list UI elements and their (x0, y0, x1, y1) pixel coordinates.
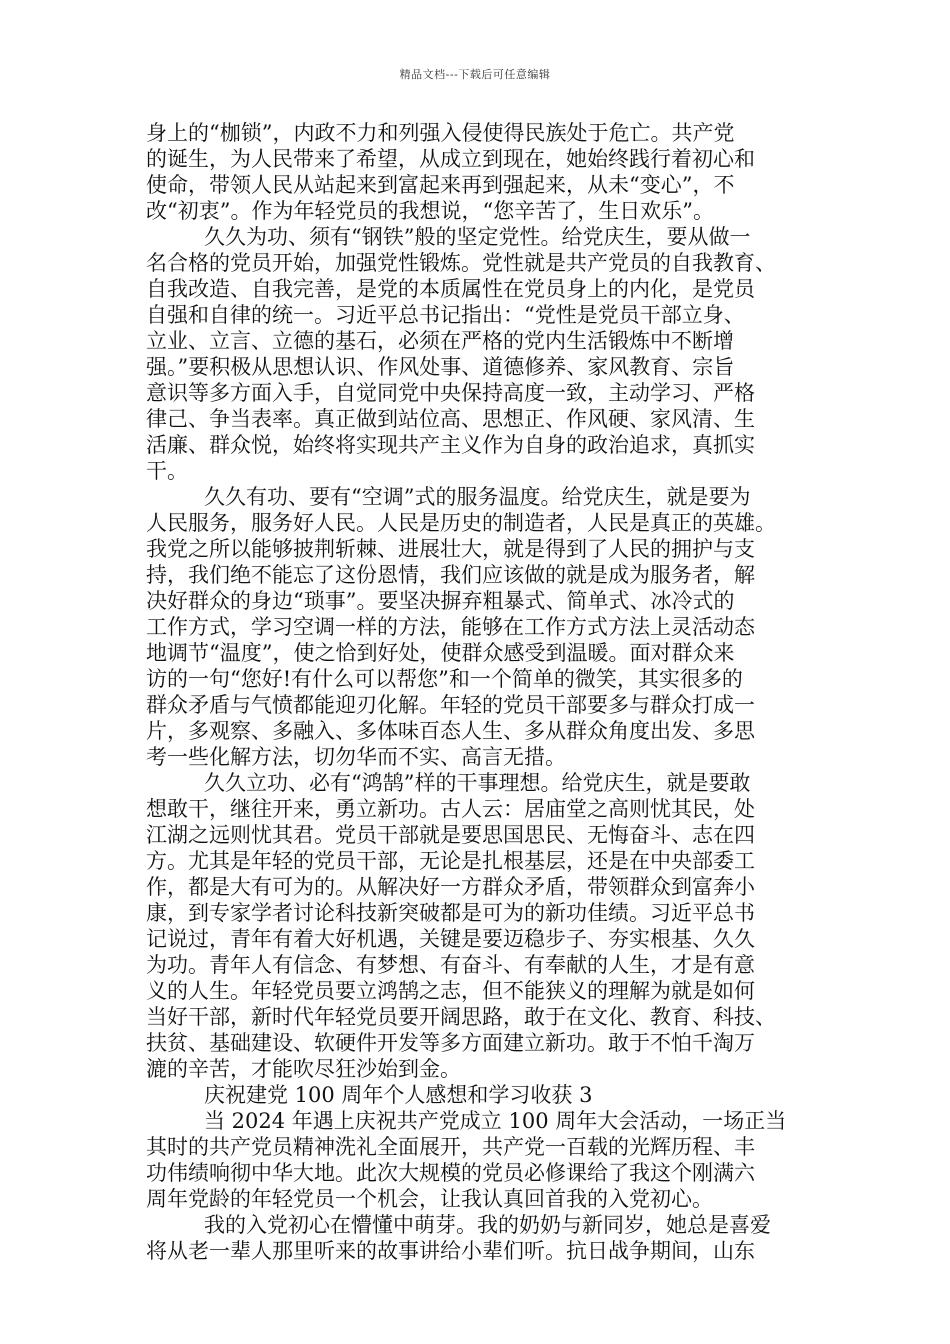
text-line: 的诞生，为人民带来了希望，从成立到现在，她始终践行着初心和 (146, 147, 755, 171)
paragraph (146, 224, 818, 484)
text-line: 决好群众的身边“琐事”。要坚决摒弃粗暴式、简单式、冰冷式的 (146, 589, 735, 613)
text-line: 活廉、群众悦，始终将实现共产主义作为自身的政治追求，真抓实 (146, 433, 755, 457)
text-line: 意识等多方面入手，自觉同党中央保持高度一致，主动学习、严格 (146, 381, 755, 405)
text-line: 作，都是大有可为的。从解决好一方群众矛盾，带领群众到富奔小 (146, 875, 755, 899)
text-line: 记说过，青年有着大好机遇，关键是要迈稳步子、夯实根基、久久 (146, 927, 755, 951)
text-line: 功伟绩响彻中华大地。此次大规模的党员必修课给了我这个刚满六 (146, 1161, 755, 1185)
text-line: 想敢干，继往开来，勇立新功。古人云：居庙堂之高则忧其民，处 (146, 797, 755, 821)
text-line: 其时的共产党员精神洗礼全面展开，共产党一百载的光辉历程、丰 (146, 1135, 755, 1159)
text-line: 方。尤其是年轻的党员干部，无论是扎根基层，还是在中央部委工 (146, 849, 755, 873)
text-line: 片，多观察、多融入、多体味百态人生、多从群众角度出发、多思 (146, 719, 755, 743)
text-line: 干。 (146, 459, 188, 483)
text-line: 律己、争当表率。真正做到站位高、思想正、作风硬、家风清、生 (146, 407, 755, 431)
text-line: 我的入党初心在懵懂中萌芽。我的奶奶与新同岁，她总是喜爱 (204, 1213, 771, 1237)
text-line: 久久有功、要有“空调”式的服务温度。给党庆生，就是要为 (204, 485, 751, 509)
paragraph (146, 484, 818, 770)
text-line: 久久为功、须有“钢铁”般的坚定党性。给党庆生，要从做一 (204, 225, 751, 249)
text-line: 康，到专家学者讨论科技新突破都是可为的新功佳绩。习近平总书 (146, 901, 755, 925)
section-heading (146, 1082, 818, 1108)
text-line: 扶贫、基础建设、软硬件开发等多方面建立新功。敢于不怕千淘万 (146, 1031, 755, 1055)
text-line: 我党之所以能够披荆斩棘、进展壮大，就是得到了人民的拥护与支 (146, 537, 755, 561)
text-line: 考一些化解方法，切勿华而不实、高言无措。 (146, 745, 566, 769)
text-line: 身上的“枷锁”，内政不力和列强入侵使得民族处于危亡。共产党 (146, 121, 735, 145)
paragraph (146, 120, 818, 224)
text-line: 当 2024 年遇上庆祝共产党成立 100 周年大会活动，一场正当 (204, 1109, 787, 1133)
page-header: 精品文档---下载后可任意编辑 (399, 68, 551, 81)
text-line: 漉的辛苦，才能吹尽狂沙始到金。 (146, 1057, 461, 1081)
text-line: 自强和自律的统一。习近平总书记指出：“党性是党员干部立身、 (146, 303, 745, 327)
paragraph (146, 1212, 818, 1264)
text-line: 群众矛盾与气愤都能迎刃化解。年轻的党员干部要多与群众打成一 (146, 693, 755, 717)
text-line: 久久立功、必有“鸿鹄”样的干事理想。给党庆生，就是要敢 (204, 771, 751, 795)
text-line: 江湖之远则忧其君。党员干部就是要思国思民、无悔奋斗、志在四 (146, 823, 755, 847)
section-title: 庆祝建党 100 周年个人感想和学习收获 3 (204, 1083, 593, 1107)
paragraph (146, 1108, 818, 1212)
document-body (146, 120, 818, 1264)
text-line: 将从老一辈人那里听来的故事讲给小辈们听。抗日战争期间，山东 (146, 1239, 755, 1263)
text-line: 访的一句“您好!有什么可以帮您”和一个简单的微笑，其实很多的 (146, 667, 743, 691)
text-line: 强。”要积极从思想认识、作风处事、道德修养、家风教育、宗旨 (146, 355, 735, 379)
text-line: 工作方式，学习空调一样的方法，能够在工作方式方法上灵活动态 (146, 615, 755, 639)
text-line: 名合格的党员开始，加强党性锻炼。党性就是共产党员的自我教育、 (146, 251, 776, 275)
text-line: 立业、立言、立德的基石，必须在严格的党内生活锻炼中不断增 (146, 329, 734, 353)
text-line: 义的人生。年轻党员要立鸿鹄之志，但不能狭义的理解为就是如何 (146, 979, 755, 1003)
text-line: 为功。青年人有信念、有梦想、有奋斗、有奉献的人生，才是有意 (146, 953, 755, 977)
text-line: 人民服务，服务好人民。人民是历史的制造者，人民是真正的英雄。 (146, 511, 776, 535)
text-line: 当好干部，新时代年轻党员要开阔思路，敢于在文化、教育、科技、 (146, 1005, 776, 1029)
text-line: 地调节“温度”，使之恰到好处，使群众感受到温暖。面对群众来 (146, 641, 735, 665)
text-line: 改“初衷”。作为年轻党员的我想说，“您辛苦了，生日欢乐”。 (146, 199, 714, 223)
paragraph (146, 770, 818, 1082)
text-line: 周年党龄的年轻党员一个机会，让我认真回首我的入党初心。 (146, 1187, 713, 1211)
text-line: 自我改造、自我完善，是党的本质属性在党员身上的内化，是党员 (146, 277, 755, 301)
text-line: 持，我们绝不能忘了这份恩情，我们应该做的就是成为服务者，解 (146, 563, 755, 587)
text-line: 使命，带领人民从站起来到富起来再到强起来，从未“变心”，不 (146, 173, 735, 197)
